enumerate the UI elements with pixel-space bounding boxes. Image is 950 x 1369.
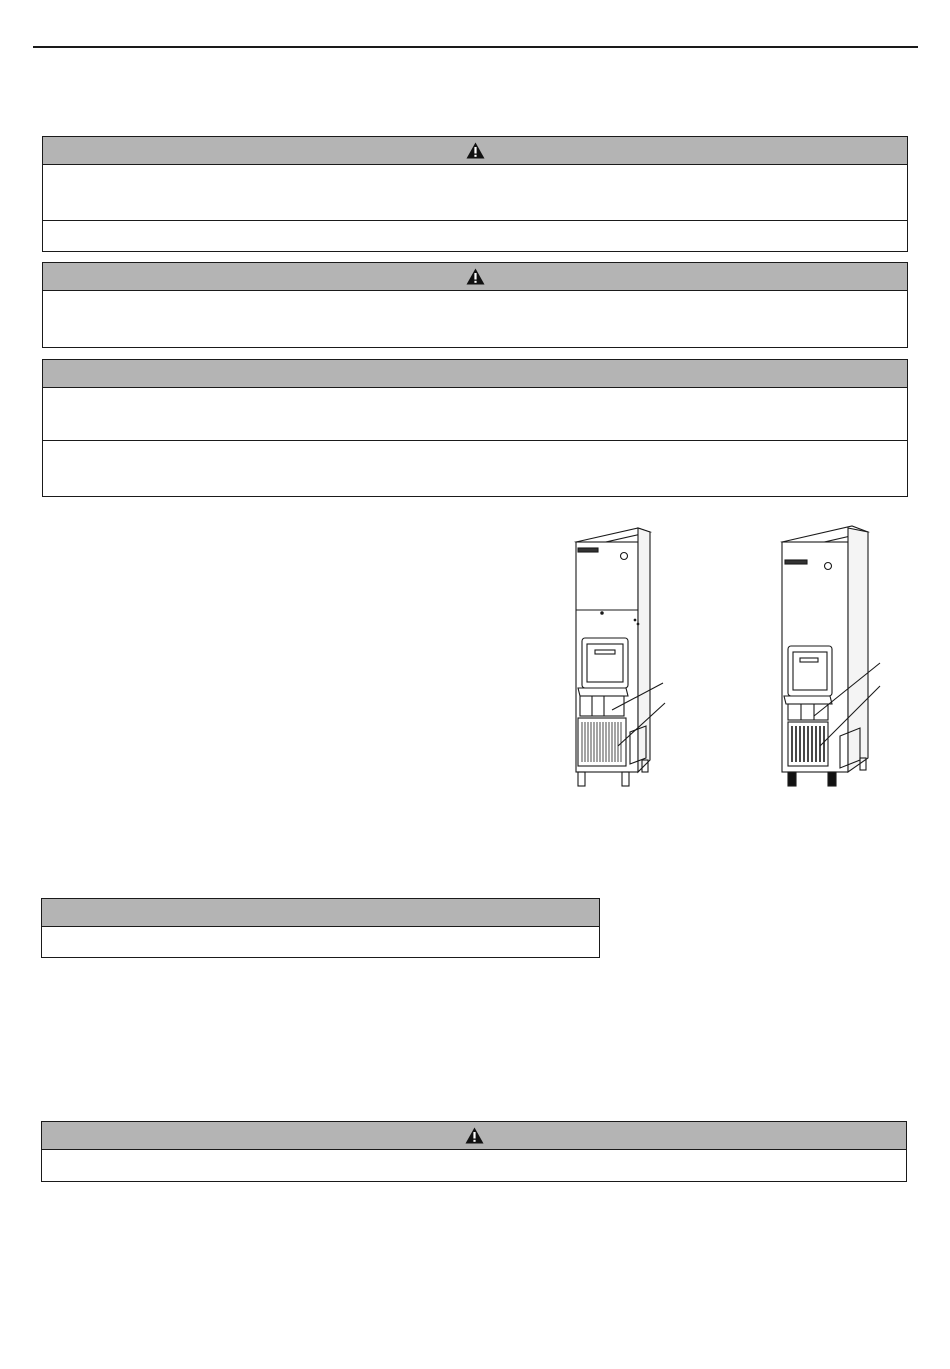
warning-row <box>43 291 907 346</box>
warning-box <box>42 136 908 252</box>
warning-row <box>42 1150 906 1180</box>
warning-row <box>43 221 907 250</box>
notice-header <box>42 899 599 927</box>
ice-dispenser-illustration <box>560 520 680 800</box>
warning-triangle-icon <box>465 1127 484 1144</box>
warning-header <box>43 263 907 291</box>
notice-box <box>42 359 908 497</box>
ice-dispenser-illustration <box>768 520 888 800</box>
top-rule <box>33 46 918 48</box>
warning-triangle-icon <box>466 268 485 285</box>
notice-box <box>41 898 600 958</box>
notice-row <box>43 441 907 496</box>
warning-box <box>41 1121 907 1182</box>
dispenser-figure <box>560 520 680 800</box>
warning-row <box>43 165 907 221</box>
warning-triangle-icon <box>466 142 485 159</box>
warning-header <box>43 137 907 165</box>
warning-header <box>42 1122 906 1150</box>
warning-box <box>42 262 908 348</box>
notice-row <box>43 388 907 441</box>
notice-header <box>43 360 907 388</box>
dispenser-figure <box>768 520 888 800</box>
notice-row <box>42 927 599 956</box>
